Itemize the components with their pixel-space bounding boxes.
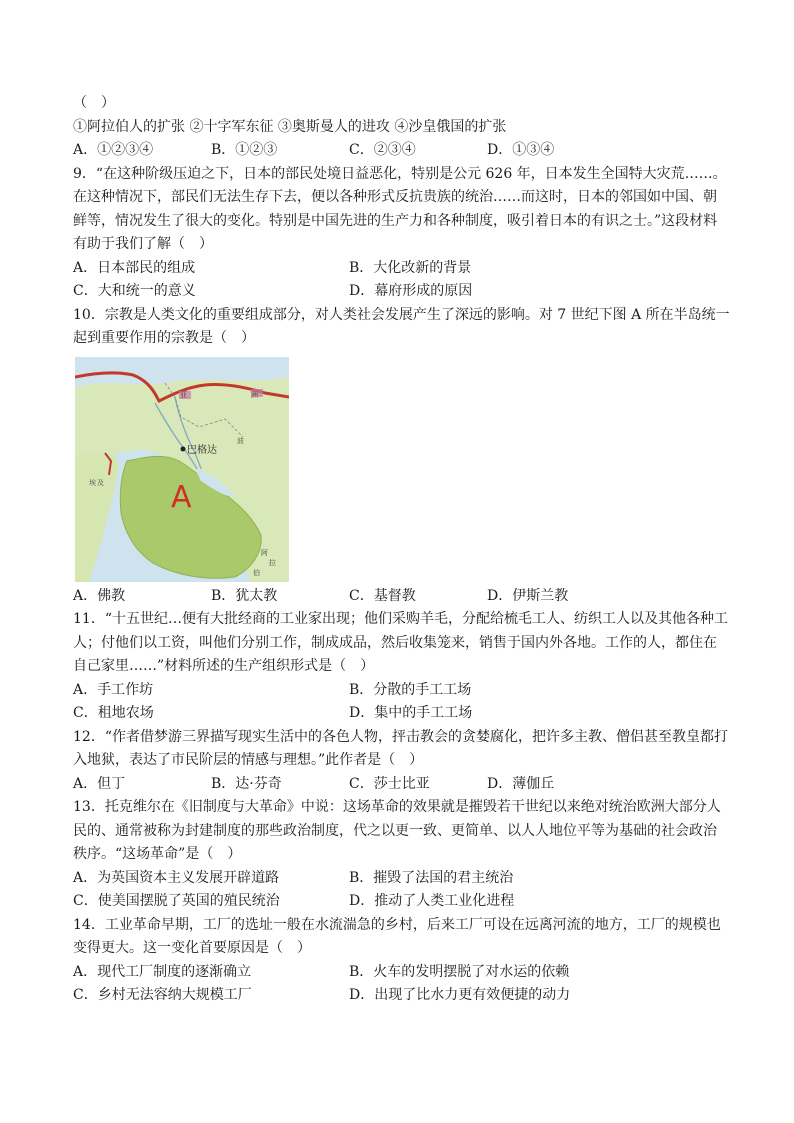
q9-options-row (73, 280, 733, 304)
q10-stem-line: 10．宗教是人类文化的重要组成部分，对人类社会发展产生了深远的影响。对 7 世纪下图 A 所在半岛统一 (73, 306, 730, 323)
q11-option-d[interactable]: D．集中的手工工场 (349, 705, 473, 721)
map-label: 亚 (180, 390, 187, 399)
q9-option-a[interactable]: A．日本部民的组成 (73, 259, 196, 276)
q8-option-b[interactable]: B．①②③ (211, 142, 278, 158)
q14-stem-line: 变得更大。这一变化首要原因是（ ） (73, 940, 311, 956)
q11-stem-line: 人；付他们以工资，叫他们分别工作，制成成品，然后收集笼来，销售于国内外各地。工作的人，都住在 (73, 634, 717, 651)
q14-option-b[interactable]: B．火车的发明摆脱了对水运的依赖 (349, 963, 570, 980)
q12-stem-line: 12．“作者借梦游三界描写现实生活中的各色人物，抨击教会的贪婪腐化，把许多主教、僧侣甚至教皇都打 (73, 728, 728, 745)
q9-stem-line: 9．“在这种阶级压迫之下，日本的部民处境日益恶化，特别是公元 626 年，日本发生全国特大灾荒……。 (73, 165, 727, 182)
q13-stem-line: 民的、通常被称为封建制度的那些政治制度，代之以更一致、更简单、以人人地位平等为基础的社会政治 (73, 822, 717, 839)
q8-option-a[interactable]: A．①②③④ (73, 142, 154, 158)
q8-events: ①阿拉伯人的扩张 ②十字军东征 ③奥斯曼人的进攻 ④沙皇俄国的扩张 (73, 118, 507, 135)
q12-options (73, 773, 733, 797)
q9-stem-line: 鲜等，情况发生了很大的变化。特别是中国先进的生产力和各种制度，吸引着日本的有识之士。”这段材料 (73, 212, 718, 229)
exam-page (73, 92, 733, 1008)
q11-option-b[interactable]: B．分散的手工工场 (349, 681, 472, 698)
q9-option-c[interactable]: C．大和统一的意义 (73, 283, 196, 299)
map-label: 阿 (261, 548, 268, 557)
map-label: 及 (97, 478, 104, 487)
q14-option-a[interactable]: A．现代工厂制度的逐渐确立 (73, 963, 252, 980)
q14-options-row (73, 961, 733, 985)
q9-stem-line: 有助于我们了解（ ） (73, 236, 213, 252)
q8-options (73, 139, 733, 163)
q11-options-row (73, 702, 733, 726)
q13-options-row (73, 890, 733, 914)
map-label-region: A (171, 479, 192, 515)
q13-option-a[interactable]: A．为英国资本主义发展开辟道路 (73, 869, 280, 886)
q10-option-c[interactable]: C．基督教 (349, 587, 416, 604)
map-label: 埃 (89, 478, 96, 487)
q10-options (73, 585, 733, 609)
map-label: 波 (237, 436, 244, 445)
q10-map-container (73, 351, 733, 585)
map-label: 拉 (269, 558, 276, 567)
q11-option-a[interactable]: A．手工作坊 (73, 681, 154, 698)
map-label-city: 巴格达 (187, 444, 217, 456)
q13-options-row (73, 867, 733, 891)
q10-option-b[interactable]: B．犹太教 (211, 587, 278, 604)
q8-stem-tail: （ ） (73, 95, 115, 111)
q8-option-c[interactable]: C．②③④ (349, 142, 416, 158)
q12-option-d[interactable]: D．薄伽丘 (487, 775, 555, 792)
q11-stem-line: 11．“十五世纪…便有大批经商的工业家出现；他们采购羊毛，分配给梳毛工人、纺织工人以及其他各种工 (73, 611, 728, 627)
map-label: 洲 (251, 390, 258, 399)
q13-stem-line: 秩序。“这场革命”是（ ） (73, 846, 242, 862)
q13-stem-line: 13．托克维尔在《旧制度与大革命》中说：这场革命的效果就是摧毁若干世纪以来绝对统治欧洲大部分人 (73, 799, 721, 815)
q9-stem-line: 在这种情况下，部民们无法生存下去，便以各种形式反抗贵族的统治……而这时，日本的邻国如中国、朝 (73, 189, 717, 205)
q14-option-c[interactable]: C．乡村无法容纳大规模工厂 (73, 987, 252, 1003)
q9-option-d[interactable]: D．幕府形成的原因 (349, 283, 473, 299)
q10-option-a[interactable]: A．佛教 (73, 587, 126, 604)
map-label: 伯 (253, 568, 260, 577)
q11-stem-line: 自己家里……”材料所述的生产组织形式是（ ） (73, 658, 375, 674)
q12-stem-line: 入地狱，表达了市民阶层的情感与理想。”此作者是（ ） (73, 752, 424, 768)
q11-options-row (73, 679, 733, 703)
q10-option-d[interactable]: D．伊斯兰教 (487, 587, 569, 604)
q9-option-b[interactable]: B．大化改新的背景 (349, 259, 472, 276)
arabian-peninsula-map (75, 357, 289, 582)
q13-option-b[interactable]: B．摧毁了法国的君主统治 (349, 869, 514, 886)
q13-option-d[interactable]: D．推动了人类工业化进程 (349, 893, 515, 909)
q8-option-d[interactable]: D．①③④ (487, 142, 555, 158)
q11-option-c[interactable]: C．租地农场 (73, 705, 154, 721)
q14-option-d[interactable]: D．出现了比水力更有效便捷的动力 (349, 987, 571, 1003)
q13-option-c[interactable]: C．使美国摆脱了英国的殖民统治 (73, 893, 280, 909)
q12-option-b[interactable]: B．达·芬奇 (211, 775, 282, 792)
q14-stem-line: 14．工业革命早期，工厂的选址一般在水流湍急的乡村，后来工厂可设在远离河流的地方，工厂的规模也 (73, 916, 721, 933)
q9-options-row (73, 257, 733, 281)
q14-options-row (73, 984, 733, 1008)
q10-stem-line: 起到重要作用的宗教是（ ） (73, 330, 255, 346)
baghdad-marker (181, 446, 186, 451)
q12-option-a[interactable]: A．但丁 (73, 775, 126, 792)
q12-option-c[interactable]: C．莎士比亚 (349, 775, 430, 792)
